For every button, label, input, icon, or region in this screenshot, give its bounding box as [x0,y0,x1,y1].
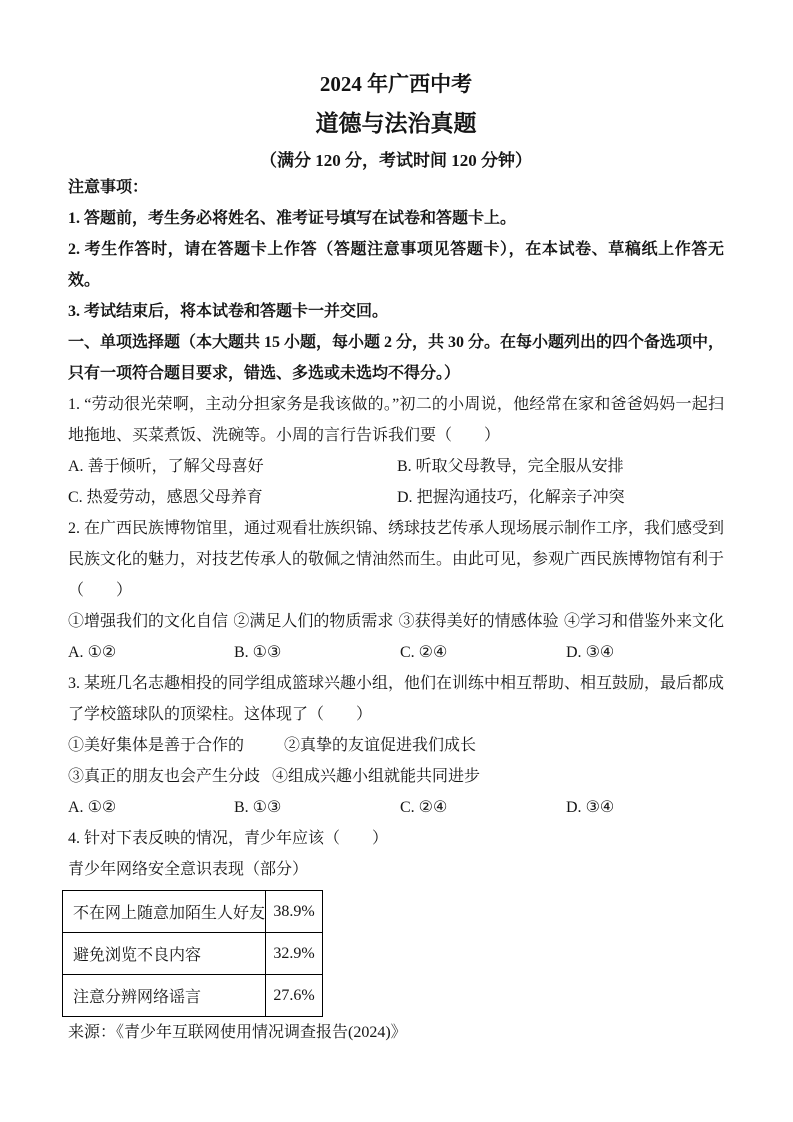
table-cell-item: 避免浏览不良内容 [63,933,266,975]
question-2-statements [68,606,724,637]
question-2-choice-b [234,637,400,668]
question-2-statement-4: ④学习和借鉴外来文化 [563,613,724,630]
option-text: 把握沟通技巧，化解亲子冲突 [416,489,625,506]
notice-item-2: 2. 考生作答时，请在答题卡上作答（答题注意事项见答题卡），在本试卷、草稿纸上作答无效。 [68,241,724,289]
question-3-choice-a [68,792,234,823]
question-3-statements-row-1 [68,730,724,761]
question-3-statements-row-2 [68,761,724,792]
choice-label: C. [400,799,415,816]
question-3-choice-d [566,792,724,823]
option-text: 热爱劳动，感恩父母养育 [86,489,263,506]
option-text: 善于倾听，了解父母喜好 [87,458,264,475]
table-row [63,933,323,975]
question-1-option-c [68,482,397,513]
notice-item-1: 1. 答题前，考生务必将姓名、准考证号填写在试卷和答题卡上。 [68,210,517,227]
choice-label: D. [566,644,582,661]
table-row [63,891,323,933]
option-label: B. [397,458,412,475]
exam-title: 2024 年广西中考 [319,72,473,96]
question-2-choice-a [68,637,234,668]
exam-subject-title: 道德与法治真题 [315,111,477,136]
question-3-statement-4: ④组成兴趣小组就能共同进步 [272,768,481,785]
question-2-statement-2: ②满足人们的物质需求 [233,613,394,630]
question-3-choice-b [234,792,400,823]
question-1-options-row-1 [68,451,724,482]
question-2-choice-d [566,637,724,668]
choice-text: ①② [87,799,117,816]
question-4-stem: 4. 针对下表反映的情况，青少年应该（ ） [68,830,389,847]
table-cell-item: 注意分辨网络谣言 [63,975,266,1017]
option-label: D. [397,489,413,506]
question-2-choice-c [400,637,566,668]
choice-label: D. [566,799,582,816]
question-3-choice-c [400,792,566,823]
choice-text: ③④ [585,644,615,661]
question-1-stem: 1. “劳动很光荣啊，主动分担家务是我该做的。”初二的小周说，他经常在家和爸爸妈妈一起扫地拖地、买菜煮饭、洗碗等。小周的言行告诉我们要（ ） [68,396,724,444]
question-1-option-b [397,451,724,482]
choice-label: B. [234,644,249,661]
table-cell-value: 32.9% [266,933,323,975]
choice-text: ①③ [252,644,282,661]
question-2-statement-3: ③获得美好的情感体验 [398,613,559,630]
option-text: 听取父母教导，完全服从安排 [415,458,624,475]
question-2-choices [68,637,724,668]
question-3-statement-1: ①美好集体是善于合作的 [68,737,245,754]
question-1-option-a [68,451,397,482]
table-source: 来源：《青少年互联网使用情况调查报告(2024)》 [68,1024,407,1041]
table-cell-value: 27.6% [266,975,323,1017]
option-label: A. [68,458,84,475]
choice-label: A. [68,799,84,816]
table-cell-value: 38.9% [266,891,323,933]
question-1-option-d [397,482,724,513]
choice-text: ①② [87,644,117,661]
survey-table [62,890,323,1017]
section-one-heading: 一、单项选择题（本大题共 15 小题，每小题 2 分，共 30 分。在每小题列出的四个备选项中，只有一项符合题目要求，错选、多选或未选均不得分。） [68,334,725,382]
choice-text: ①③ [252,799,282,816]
question-3-statement-2: ②真挚的友谊促进我们成长 [284,737,477,754]
question-2-stem: 2. 在广西民族博物馆里，通过观看壮族织锦、绣球技艺传承人现场展示制作工序，我们感受到民族文化的魅力，对技艺传承人的敬佩之情油然而生。由此可见，参观广西民族博物馆有利于（ ） [68,520,725,599]
choice-text: ③④ [585,799,615,816]
choice-label: A. [68,644,84,661]
option-label: C. [68,489,83,506]
choice-text: ②④ [418,799,448,816]
question-3-statement-3: ③真正的朋友也会产生分歧 [68,768,261,785]
notice-heading: 注意事项： [68,179,149,196]
question-1-options-row-2 [68,482,724,513]
question-2-statement-1: ①增强我们的文化自信 [68,613,229,630]
choice-label: C. [400,644,415,661]
question-4-table-caption: 青少年网络安全意识表现（部分） [68,861,309,878]
choice-label: B. [234,799,249,816]
table-cell-item: 不在网上随意加陌生人好友 [63,891,266,933]
question-3-stem: 3. 某班几名志趣相投的同学组成篮球兴趣小组，他们在训练中相互帮助、相互鼓励，最后都成了学校篮球队的顶梁柱。这体现了（ ） [68,675,725,723]
notice-item-3: 3. 考试结束后，将本试卷和答题卡一并交回。 [68,303,389,320]
table-row [63,975,323,1017]
choice-text: ②④ [418,644,448,661]
question-3-choices [68,792,724,823]
exam-score-time: （满分 120 分，考试时间 120 分钟） [260,151,532,170]
